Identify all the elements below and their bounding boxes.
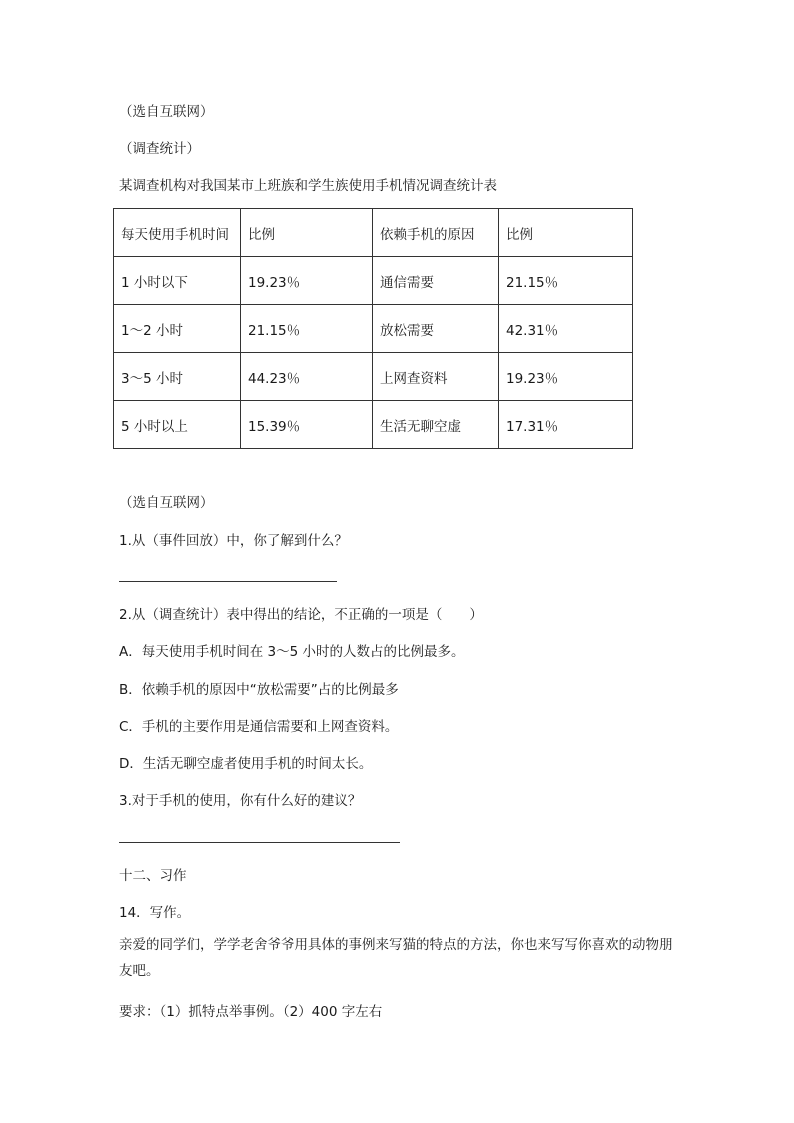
option-c: C．手机的主要作用是通信需要和上网查资料。 [119, 719, 399, 735]
table-cell: 19.23％ [241, 257, 373, 305]
answer-blank-1[interactable] [119, 581, 337, 582]
survey-table [113, 208, 633, 449]
section-title: （调查统计） [119, 141, 200, 157]
question-3: 3.对于手机的使用，你有什么好的建议？ [119, 793, 362, 809]
table-cell: 42.31％ [499, 305, 633, 353]
table-cell: 21.15％ [499, 257, 633, 305]
table-cell: 放松需要 [373, 305, 499, 353]
table-cell: 15.39％ [241, 401, 373, 449]
writing-prompt: 亲爱的同学们，学学老舍爷爷用具体的事例来写猫的特点的方法，你也来写写你喜欢的动物朋友吧。 [119, 937, 673, 979]
table-cell: 生活无聊空虚 [373, 401, 499, 449]
source-note: （选自互联网） [119, 104, 214, 120]
table-cell: 44.23％ [241, 353, 373, 401]
answer-blank-3[interactable] [119, 842, 400, 843]
table-row [114, 305, 633, 353]
table-cell: 21.15％ [241, 305, 373, 353]
table-cell: 1～2 小时 [114, 305, 241, 353]
writing-requirement: 要求：（1）抓特点举事例。（2）400 字左右 [119, 1004, 383, 1020]
part-heading: 十二、习作 [119, 868, 187, 884]
table-header-cell: 每天使用手机时间 [114, 209, 241, 257]
option-a: A．每天使用手机时间在 3～5 小时的人数占的比例最多。 [119, 644, 465, 660]
table-header-row [114, 209, 633, 257]
table-cell: 1 小时以下 [114, 257, 241, 305]
table-row [114, 353, 633, 401]
table-header-cell: 依赖手机的原因 [373, 209, 499, 257]
table-row [114, 257, 633, 305]
option-b: B．依赖手机的原因中“放松需要”占的比例最多 [119, 682, 399, 698]
question-14: 14．写作。 [119, 905, 191, 921]
table-cell: 通信需要 [373, 257, 499, 305]
table-cell: 3～5 小时 [114, 353, 241, 401]
table-cell: 19.23％ [499, 353, 633, 401]
source-note: （选自互联网） [119, 495, 214, 511]
table-cell: 5 小时以上 [114, 401, 241, 449]
table-caption: 某调查机构对我国某市上班族和学生族使用手机情况调查统计表 [119, 178, 497, 194]
table-cell: 上网查资料 [373, 353, 499, 401]
table-header-cell: 比例 [499, 209, 633, 257]
table-row [114, 401, 633, 449]
table-header-cell: 比例 [241, 209, 373, 257]
table-cell: 17.31％ [499, 401, 633, 449]
question-2: 2.从（调查统计）表中得出的结论，不正确的一项是（ ） [119, 607, 483, 623]
option-d: D．生活无聊空虚者使用手机的时间太长。 [119, 756, 373, 772]
question-1: 1.从（事件回放）中，你了解到什么？ [119, 533, 348, 549]
